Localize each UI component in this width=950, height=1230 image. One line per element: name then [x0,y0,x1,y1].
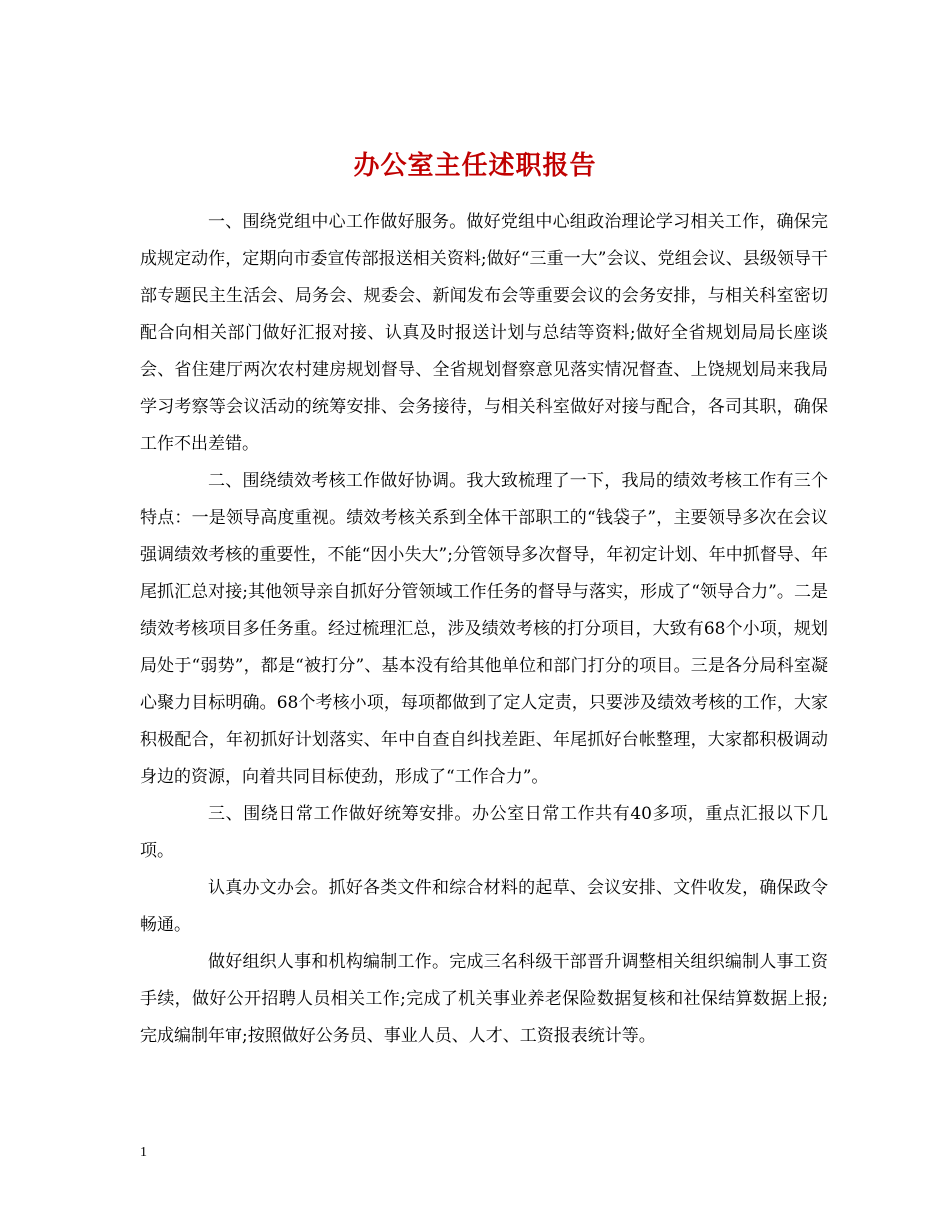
paragraph-daily-work: 三、围绕日常工作做好统筹安排。办公室日常工作共有40多项，重点汇报以下几项。 [140,804,828,861]
document-body [140,204,828,1055]
paragraph-party-service: 一、围绕党组中心工作做好服务。做好党组中心组政治理论学习相关工作，确保完成规定动作，定期向市委宣传部报送相关资料;做好“三重一大”会议、党组会议、县级领导干部专题民主生活会、局务会、规委会、新闻发布会等重要会议的会务安排，与相关科室密切配合向相关部门做好汇报对接、认真及时报送计划与总结等资料;做好全省规划局局长座谈会、省住建厅两次农村建房规划督导、全省规划督察意见落实情况督查、上饶规划局来我局学习考察等会议活动的统筹安排、会务接待，与相关科室做好对接与配合，各司其职，确保工作不出差错。 [140,212,828,454]
paragraph-performance-assessment: 二、围绕绩效考核工作做好协调。我大致梳理了一下，我局的绩效考核工作有三个特点：一是领导高度重视。绩效考核关系到全体干部职工的“钱袋子”，主要领导多次在会议强调绩效考核的重要性，不能“因小失大”;分管领导多次督导，年初定计划、年中抓督导、年尾抓汇总对接;其他领导亲自抓好分管领域工作任务的督导与落实，形成了“领导合力”。二是绩效考核项目多任务重。经过梳理汇总，涉及绩效考核的打分项目，大致有68个小项，规划局处于“弱势”，都是“被打分”、基本没有给其他单位和部门打分的项目。三是各分局科室凝心聚力目标明确。68个考核小项，每项都做到了定人定责，只要涉及绩效考核的工作，大家积极配合，年初抓好计划落实、年中自查自纠找差距、年尾抓好台帐整理，大家都积极调动身边的资源，向着共同目标使劲，形成了“工作合力”。 [140,471,828,787]
page-number: 1 [140,1145,147,1160]
paragraph-document-meetings: 认真办文办会。抓好各类文件和综合材料的起草、会议安排、文件收发，确保政令畅通。 [140,878,828,935]
document-title: 办公室主任述职报告 [353,151,597,182]
paragraph-personnel-staffing: 做好组织人事和机构编制工作。完成三名科级干部晋升调整相关组织编制人事工资手续，做好公开招聘人员相关工作;完成了机关事业养老保险数据复核和社保结算数据上报;完成编制年审;按照做好公务员、事业人员、人才、工资报表统计等。 [140,952,828,1046]
